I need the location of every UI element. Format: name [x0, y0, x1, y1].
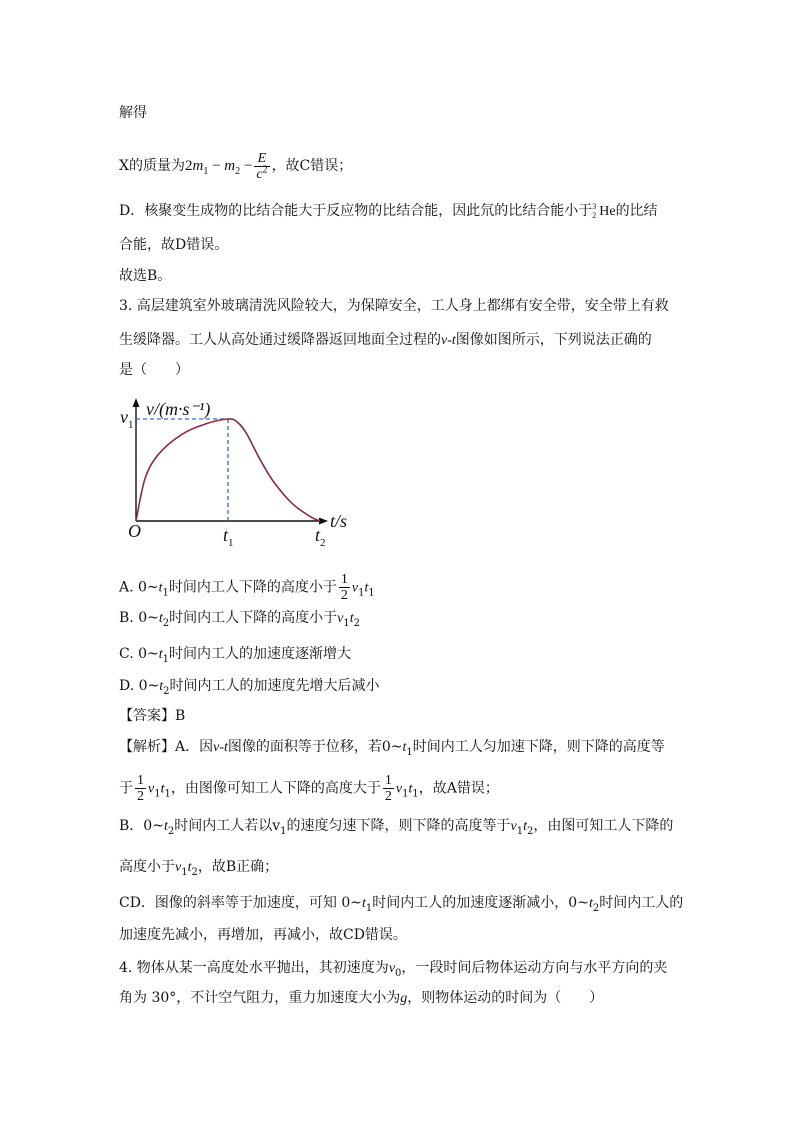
x-mass-suffix: ，故C错误； — [271, 157, 353, 174]
q3-line-3: 是（ ） — [119, 362, 189, 378]
d-line-2: 合能，故D错误。 — [119, 237, 229, 253]
y-axis-label: v/(m·s⁻¹) — [146, 399, 211, 419]
text-jiede: 解得 — [119, 105, 147, 121]
x-mass-prefix: X的质量为 — [119, 157, 185, 174]
y-tick-label-1: $v_1$ — [120, 407, 134, 431]
x-axis-label: t/s — [330, 511, 348, 531]
analysis-b-line-1: B．$0\sim t_2$时间内工人若以$v_1$的速度匀速下降，则下降的高度等于$v_1t_2$，由图可知工人下降的 — [119, 818, 674, 837]
analysis-cd-line-1: CD．图像的斜率等于加速度，可知 $0\sim t_1$时间内工人的加速度逐渐减小，$0\sim t_2$时间内工人的 — [119, 895, 684, 914]
option-b[interactable]: B. $0\sim t_2$时间内工人下降的高度小于$v_1t_2$ — [119, 610, 360, 629]
q4-line-2: 角为 30°，不计空气阻力，重力加速度大小为g，则物体运动的时间为（ ） — [119, 990, 604, 1006]
q3-line-2: 生缓降器。工人从高处通过缓降器返回地面全过程的v-t图像如图所示，下列说法正确的 — [119, 332, 652, 348]
answer-line: 【答案】B — [119, 708, 186, 724]
analysis-cd-line-2: 加速度先减小，再增加，再减小，故CD错误。 — [119, 927, 407, 943]
analysis-a-line-2: 于 $\frac{1}{2}$ $v_1t_1$，由图像可知工人下降的高度大于 $\frac{1}{2}$ $v_1t_1$，故A错误； — [119, 773, 499, 804]
x-axis-arrow — [319, 518, 328, 525]
q4-line-1: 4. 物体从某一高度处水平抛出，其初速度为$v_0$，一段时间后物体运动方向与水平方向的夹 — [119, 960, 668, 979]
helium-isotope: 3 2 He — [592, 202, 616, 220]
x-tick-label-2: $t_2$ — [315, 525, 326, 549]
d-line-1: D．核聚变生成物的比结合能大于反应物的比结合能，因此氘的比结合能小于 3 2 He的比结 — [119, 202, 658, 220]
y-axis-arrow — [133, 398, 140, 407]
analysis-a-line-1: 【解析】A．因v-t图像的面积等于位移，若$0\sim t_1$时间内工人匀加速下降，则下降的高度等 — [119, 739, 665, 758]
option-c[interactable]: C. $0\sim t_1$时间内工人的加速度逐渐增大 — [119, 646, 352, 665]
vt-chart — [120, 393, 370, 553]
option-d[interactable]: D. $0\sim t_2$时间内工人的加速度先增大后减小 — [119, 678, 380, 697]
analysis-b-line-2: 高度小于$v_1t_2$，故B正确； — [119, 859, 279, 878]
x-mass-formula: $2m_1 - m_2$ − $\frac{E}{c^2}$ — [184, 151, 268, 182]
x-tick-label-1: $t_1$ — [223, 525, 234, 549]
origin-label: O — [128, 521, 141, 541]
option-a[interactable]: A. $0\sim t_1$时间内工人下降的高度小于 $\frac{1}{2}$ $v_1t_1$ — [119, 572, 375, 603]
choose-line: 故选B。 — [119, 268, 172, 284]
q3-line-1: 3. 高层建筑室外玻璃清洗风险较大，为保障安全，工人身上都绑有安全带，安全带上有救 — [119, 298, 669, 314]
x-mass-line — [119, 151, 352, 182]
